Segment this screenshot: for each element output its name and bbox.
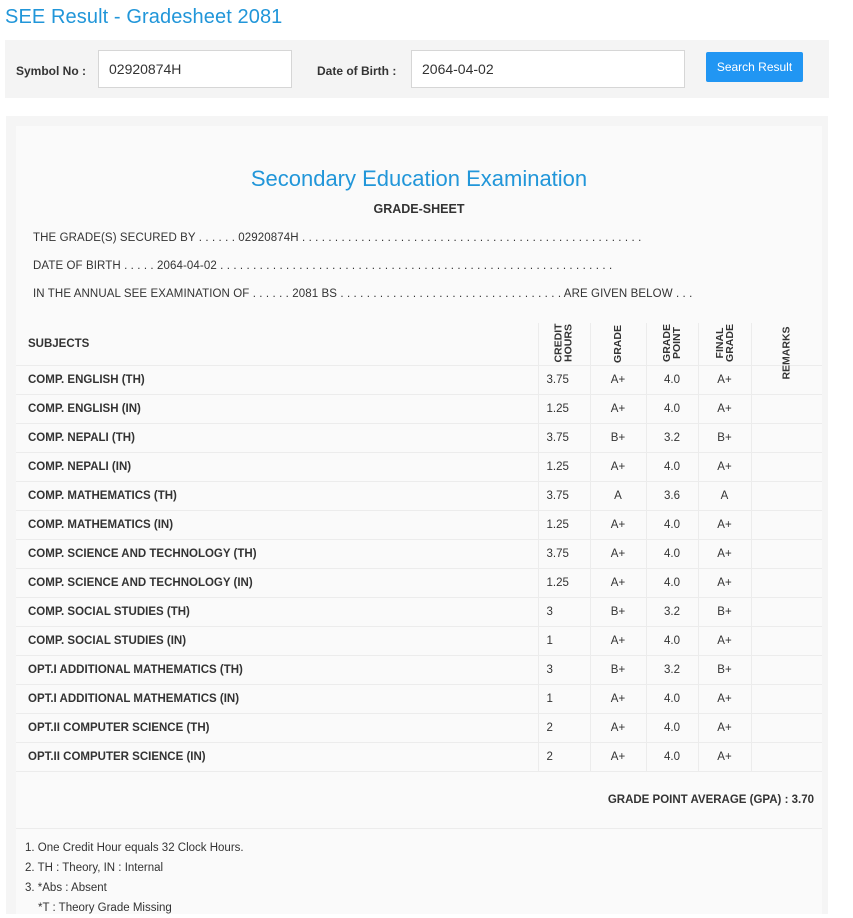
dob-label: Date of Birth : <box>317 64 397 78</box>
symbol-label: Symbol No : <box>16 64 87 78</box>
remarks-cell <box>751 452 822 481</box>
credit-hours-cell: 3 <box>538 597 590 626</box>
subject-cell: COMP. SOCIAL STUDIES (IN) <box>16 626 538 655</box>
grade-cell: A <box>590 481 646 510</box>
subject-cell: COMP. SCIENCE AND TECHNOLOGY (TH) <box>16 539 538 568</box>
final-grade-cell: A+ <box>698 394 751 423</box>
date-of-birth-input[interactable] <box>411 50 685 88</box>
final-grade-cell: B+ <box>698 423 751 452</box>
header-grade-point: GRADE POINT <box>646 323 698 365</box>
remarks-cell <box>751 713 822 742</box>
table-row <box>16 655 822 684</box>
grade-point-cell: 4.0 <box>646 394 698 423</box>
credit-hours-cell: 1 <box>538 684 590 713</box>
grade-point-cell: 3.2 <box>646 597 698 626</box>
grade-point-cell: 4.0 <box>646 365 698 394</box>
grade-point-cell: 4.0 <box>646 626 698 655</box>
subject-cell: COMP. NEPALI (TH) <box>16 423 538 452</box>
table-row <box>16 481 822 510</box>
subject-cell: OPT.II COMPUTER SCIENCE (IN) <box>16 742 538 771</box>
page-title: SEE Result - Gradesheet 2081 <box>5 6 283 28</box>
subject-cell: COMP. NEPALI (IN) <box>16 452 538 481</box>
note-item: *T : Theory Grade Missing <box>38 902 172 914</box>
gradesheet <box>16 126 822 914</box>
credit-hours-cell: 1.25 <box>538 394 590 423</box>
grade-secured-line: THE GRADE(S) SECURED BY . . . . . . 02920874H . . . . . . . . . . . . . . . . . . . . . . . . . . . . . . . . . . . . . . . . . . . . . . . . . . . . <box>33 232 642 244</box>
grade-cell: B+ <box>590 655 646 684</box>
grade-cell: A+ <box>590 626 646 655</box>
final-grade-cell: A+ <box>698 452 751 481</box>
grade-cell: A+ <box>590 713 646 742</box>
grade-point-cell: 4.0 <box>646 452 698 481</box>
final-grade-cell: A+ <box>698 713 751 742</box>
table-row <box>16 365 822 394</box>
table-row <box>16 510 822 539</box>
table-row <box>16 394 822 423</box>
table-row <box>16 423 822 452</box>
credit-hours-cell: 3.75 <box>538 365 590 394</box>
subject-cell: COMP. SCIENCE AND TECHNOLOGY (IN) <box>16 568 538 597</box>
gpa-row <box>16 774 822 829</box>
final-grade-cell: B+ <box>698 597 751 626</box>
grade-cell: B+ <box>590 597 646 626</box>
remarks-cell <box>751 568 822 597</box>
grade-cell: A+ <box>590 510 646 539</box>
final-grade-cell: A+ <box>698 568 751 597</box>
gradesheet-heading: GRADE-SHEET <box>373 202 465 216</box>
grade-cell: A+ <box>590 394 646 423</box>
subject-cell: OPT.I ADDITIONAL MATHEMATICS (TH) <box>16 655 538 684</box>
subject-cell: COMP. ENGLISH (IN) <box>16 394 538 423</box>
final-grade-cell: A+ <box>698 684 751 713</box>
subject-cell: COMP. MATHEMATICS (IN) <box>16 510 538 539</box>
credit-hours-cell: 3.75 <box>538 539 590 568</box>
remarks-cell <box>751 742 822 771</box>
header-subjects: SUBJECTS <box>16 323 538 365</box>
grade-point-cell: 3.2 <box>646 423 698 452</box>
subject-cell: OPT.II COMPUTER SCIENCE (TH) <box>16 713 538 742</box>
table-row <box>16 626 822 655</box>
search-result-button[interactable]: Search Result <box>706 52 803 82</box>
grade-point-cell: 4.0 <box>646 684 698 713</box>
credit-hours-cell: 1.25 <box>538 568 590 597</box>
search-form <box>5 40 829 98</box>
grade-cell: A+ <box>590 365 646 394</box>
note-item: 2. TH : Theory, IN : Internal <box>25 862 164 874</box>
gpa-value: GRADE POINT AVERAGE (GPA) : 3.70 <box>607 794 814 806</box>
final-grade-cell: A+ <box>698 365 751 394</box>
symbol-number-input[interactable] <box>98 50 292 88</box>
remarks-cell <box>751 597 822 626</box>
remarks-cell <box>751 684 822 713</box>
final-grade-cell: A+ <box>698 510 751 539</box>
credit-hours-cell: 3.75 <box>538 423 590 452</box>
exam-title: Secondary Education Examination <box>250 166 588 191</box>
grade-point-cell: 3.6 <box>646 481 698 510</box>
grade-point-cell: 4.0 <box>646 713 698 742</box>
table-row <box>16 713 822 742</box>
table-row <box>16 568 822 597</box>
gradesheet-container <box>6 116 828 914</box>
credit-hours-cell: 3.75 <box>538 481 590 510</box>
final-grade-cell: A+ <box>698 539 751 568</box>
remarks-cell <box>751 481 822 510</box>
header-remarks: REMARKS <box>751 323 822 365</box>
note-item: 1. One Credit Hour equals 32 Clock Hours. <box>25 842 244 854</box>
grade-cell: A+ <box>590 568 646 597</box>
grade-cell: A+ <box>590 452 646 481</box>
header-final-grade: FINAL GRADE <box>698 323 751 365</box>
subject-cell: COMP. MATHEMATICS (TH) <box>16 481 538 510</box>
grade-cell: A+ <box>590 742 646 771</box>
subject-cell: COMP. SOCIAL STUDIES (TH) <box>16 597 538 626</box>
credit-hours-cell: 2 <box>538 742 590 771</box>
remarks-cell <box>751 539 822 568</box>
table-row <box>16 452 822 481</box>
notes <box>25 838 244 918</box>
remarks-cell <box>751 394 822 423</box>
table-row <box>16 539 822 568</box>
header-grade: GRADE <box>590 323 646 365</box>
credit-hours-cell: 2 <box>538 713 590 742</box>
remarks-cell <box>751 423 822 452</box>
header-credit-hours: CREDIT HOURS <box>538 323 590 365</box>
grade-cell: A+ <box>590 684 646 713</box>
grade-cell: A+ <box>590 539 646 568</box>
grades-table <box>16 323 822 772</box>
credit-hours-cell: 1.25 <box>538 510 590 539</box>
subject-cell: COMP. ENGLISH (TH) <box>16 365 538 394</box>
final-grade-cell: A+ <box>698 742 751 771</box>
remarks-cell <box>751 510 822 539</box>
grade-cell: B+ <box>590 423 646 452</box>
table-header-row <box>16 323 822 365</box>
final-grade-cell: A <box>698 481 751 510</box>
grade-point-cell: 4.0 <box>646 568 698 597</box>
remarks-cell <box>751 655 822 684</box>
grade-point-cell: 4.0 <box>646 510 698 539</box>
grade-point-cell: 4.0 <box>646 742 698 771</box>
final-grade-cell: B+ <box>698 655 751 684</box>
note-item: 3. *Abs : Absent <box>25 882 107 894</box>
credit-hours-cell: 1 <box>538 626 590 655</box>
table-row <box>16 684 822 713</box>
examination-line: IN THE ANNUAL SEE EXAMINATION OF . . . . . . 2081 BS . . . . . . . . . . . . . . . . . . . . . . . . . . . . . . . . . . ARE GIVEN BELOW . . . <box>33 288 693 300</box>
table-row <box>16 597 822 626</box>
credit-hours-cell: 3 <box>538 655 590 684</box>
credit-hours-cell: 1.25 <box>538 452 590 481</box>
final-grade-cell: A+ <box>698 626 751 655</box>
remarks-cell <box>751 626 822 655</box>
grade-point-cell: 3.2 <box>646 655 698 684</box>
table-row <box>16 742 822 771</box>
date-of-birth-line: DATE OF BIRTH . . . . . 2064-04-02 . . . . . . . . . . . . . . . . . . . . . . . . . . . . . . . . . . . . . . . . . . . . . . . . . . . . . . . . . . . . <box>33 260 613 272</box>
subject-cell: OPT.I ADDITIONAL MATHEMATICS (IN) <box>16 684 538 713</box>
grade-point-cell: 4.0 <box>646 539 698 568</box>
